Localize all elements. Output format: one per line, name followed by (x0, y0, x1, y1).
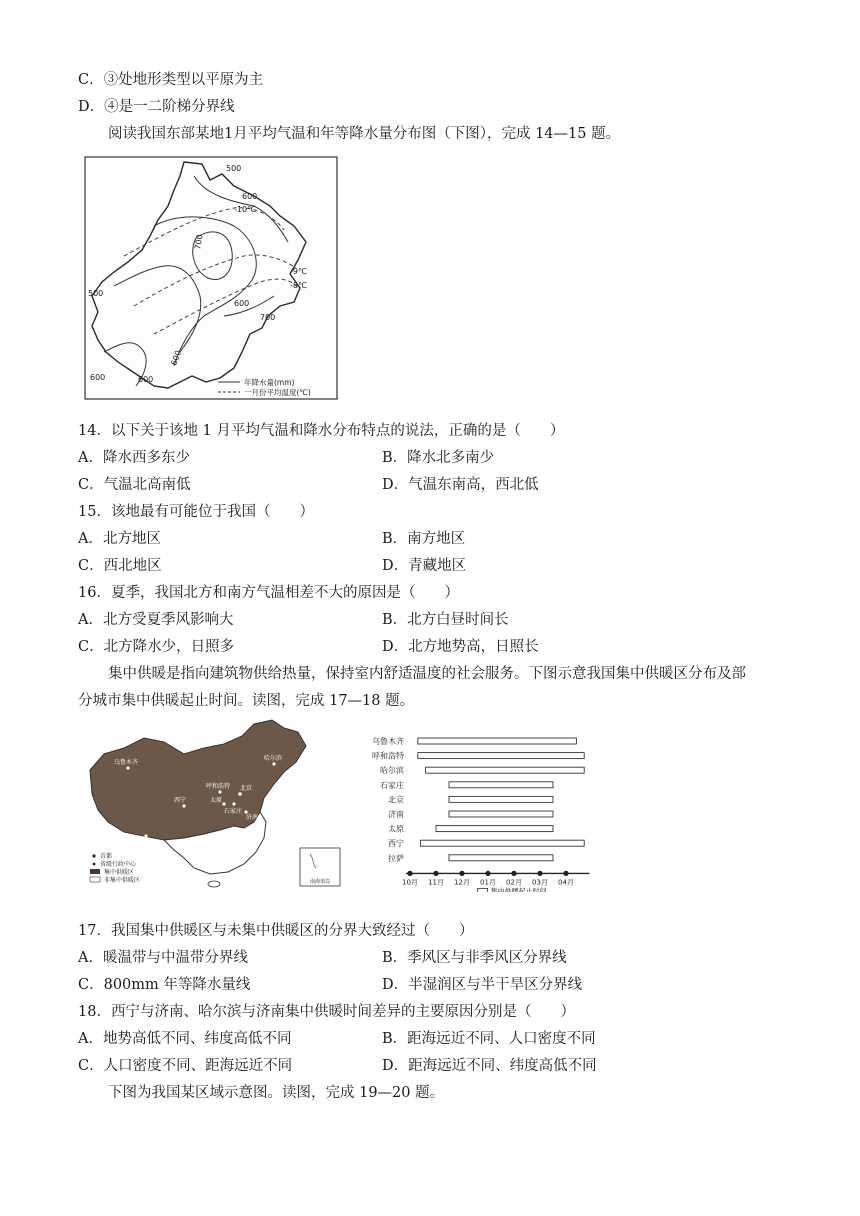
q16-c: C．北方降水少，日照多 (78, 639, 235, 655)
q16-d: D．北方地势高，日照长 (382, 639, 539, 655)
city-lhasa: 拉萨 (140, 839, 153, 846)
q14-d: D．气温东南高，西北低 (382, 477, 539, 493)
legend-capital-symbol (92, 854, 95, 857)
heating-bar (449, 855, 553, 861)
heating-period-chart-figure (364, 726, 614, 892)
category-label: 西宁 (388, 839, 404, 849)
legend-label: 集中供暖起止时间 (490, 887, 547, 892)
heating-map-figure (84, 718, 346, 888)
q17-a: A．暖温带与中温带分界线 (78, 950, 248, 966)
q14-c: C．气温北高南低 (78, 477, 191, 493)
city-jinan: 济南 (246, 814, 259, 821)
q15-stem: 15．该地最有可能位于我国（ ） (78, 504, 314, 520)
category-label: 济南 (388, 810, 404, 819)
x-tick-dot (537, 871, 542, 876)
x-tick-label: 11月 (428, 878, 444, 887)
heating-bar (449, 811, 553, 817)
q17-d: D．半湿润区与半干旱区分界线 (382, 977, 583, 993)
q16-stem: 16．夏季，我国北方和南方气温相差不大的原因是（ ） (78, 585, 459, 601)
category-label: 乌鲁木齐 (372, 737, 404, 746)
option-d: D．④是一二阶梯分界线 (78, 99, 235, 115)
q17-b: B．季风区与非季风区分界线 (382, 950, 567, 966)
legend-provincial-symbol (93, 863, 96, 866)
inset-label: 南海诸岛 (310, 879, 331, 885)
q18-b: B．距海远近不同、人口密度不同 (382, 1031, 596, 1047)
x-tick-label: 02月 (506, 878, 522, 887)
legend-provincial: 省级行政中心 (100, 861, 137, 868)
legend-heated: 集中供暖区 (104, 869, 135, 876)
marker-xining (182, 804, 185, 807)
category-label: 哈尔滨 (380, 766, 404, 776)
category-label: 拉萨 (388, 853, 404, 863)
marker-urumqi (126, 766, 129, 769)
x-tick-dot (563, 871, 568, 876)
intro-17-18-line1: 集中供暖是指向建筑物供给热量，保持室内舒适温度的社会服务。下图示意我国集中供暖区分布及部 (108, 666, 746, 682)
heating-period-chart (364, 726, 614, 892)
city-shijiazhuang: 石家庄 (224, 808, 243, 815)
city-taiyuan: 太原 (210, 797, 223, 804)
heating-bar (449, 796, 553, 802)
city-harbin: 哈尔滨 (264, 755, 283, 762)
x-tick-label: 03月 (532, 878, 548, 887)
x-tick-dot (459, 871, 464, 876)
intro-19-20: 下图为我国某区域示意图。读图，完成 19—20 题。 (108, 1085, 445, 1101)
city-hohhot: 呼和浩特 (206, 783, 231, 790)
q18-d: D．距海远近不同、纬度高低不同 (382, 1058, 597, 1074)
intro-14-15: 阅读我国东部某地1月平均气温和年等降水量分布图（下图），完成 14—15 题。 (108, 126, 621, 142)
heating-bar (426, 767, 585, 773)
q14-stem: 14．以下关于该地 1 月平均气温和降水分布特点的说法，正确的是（ ） (78, 423, 565, 439)
category-label: 北京 (388, 795, 404, 805)
q14-b: B．降水北多南少 (382, 450, 495, 466)
label-600-b: 600 (138, 375, 154, 384)
label-minus9: -9℃ (290, 267, 307, 276)
x-tick-dot (485, 871, 490, 876)
label-500-left: 500 (88, 289, 104, 298)
q15-d: D．青藏地区 (382, 558, 467, 574)
heating-bar (449, 782, 553, 788)
q18-c: C．人口密度不同、距海远近不同 (78, 1058, 293, 1074)
label-600-top: 600 (242, 192, 258, 201)
heating-bar (436, 826, 553, 832)
city-beijing: 北京 (240, 785, 253, 792)
label-700-right: 700 (260, 313, 276, 322)
marker-beijing (238, 792, 242, 796)
category-label: 太原 (388, 824, 404, 834)
x-tick-label: 12月 (454, 878, 470, 887)
contour-map (84, 156, 338, 400)
marker-hohhot (218, 790, 221, 793)
city-xining: 西宁 (174, 797, 187, 804)
marker-taiyuan (222, 802, 225, 805)
heating-bar (418, 753, 584, 759)
heating-map (84, 718, 346, 888)
label-500-top: 500 (226, 164, 242, 173)
option-c: C．③处地形类型以平原为主 (78, 72, 264, 88)
heating-bar (420, 840, 584, 846)
city-urumqi: 乌鲁木齐 (114, 759, 139, 766)
legend-unheated: 非集中供暖区 (104, 877, 141, 884)
q14-a: A．降水西多东少 (78, 450, 190, 466)
legend-unheated-swatch (90, 877, 100, 882)
category-label: 石家庄 (380, 780, 404, 790)
q18-stem: 18．西宁与济南、哈尔滨与济南集中供暖时间差异的主要原因分别是（ ） (78, 1004, 575, 1020)
x-tick-label: 01月 (480, 878, 496, 887)
label-minus10: -10℃ (234, 205, 257, 214)
q15-c: C．西北地区 (78, 558, 162, 574)
q15-a: A．北方地区 (78, 531, 161, 547)
legend-rain-label: 年降水量(mm) (244, 378, 295, 387)
q17-stem: 17．我国集中供暖区与未集中供暖区的分界大致经过（ ） (78, 923, 474, 939)
intro-17-18-line2: 分城市集中供暖起止时间。读图，完成 17—18 题。 (78, 693, 415, 709)
label-600-bl: 600 (90, 373, 106, 382)
marker-shijiazhuang (232, 802, 235, 805)
x-tick-label: 04月 (558, 878, 574, 887)
q18-a: A．地势高低不同、纬度高低不同 (78, 1031, 292, 1047)
label-minus8: -8℃ (290, 281, 307, 290)
legend-capital: 首都 (100, 853, 113, 860)
q16-b: B．北方白昼时间长 (382, 612, 509, 628)
category-label: 呼和浩特 (372, 751, 404, 761)
label-700: 700 (193, 233, 205, 251)
x-tick-dot (433, 871, 438, 876)
x-tick-dot (407, 871, 412, 876)
legend-swatch (478, 888, 488, 892)
legend-temp-label: 一月份平均温度(℃) (244, 388, 311, 397)
contour-map-figure (84, 156, 338, 400)
q15-b: B．南方地区 (382, 531, 466, 547)
q17-c: C．800mm 年等降水量线 (78, 977, 251, 993)
x-tick-label: 10月 (402, 878, 418, 887)
label-600-right: 600 (234, 299, 250, 308)
legend-heated-swatch (90, 869, 100, 874)
marker-lhasa (144, 834, 147, 837)
marker-harbin (272, 762, 275, 765)
heating-bar (418, 738, 577, 744)
q16-a: A．北方受夏季风影响大 (78, 612, 234, 628)
x-tick-dot (511, 871, 516, 876)
label-600-mid: 600 (169, 349, 184, 367)
